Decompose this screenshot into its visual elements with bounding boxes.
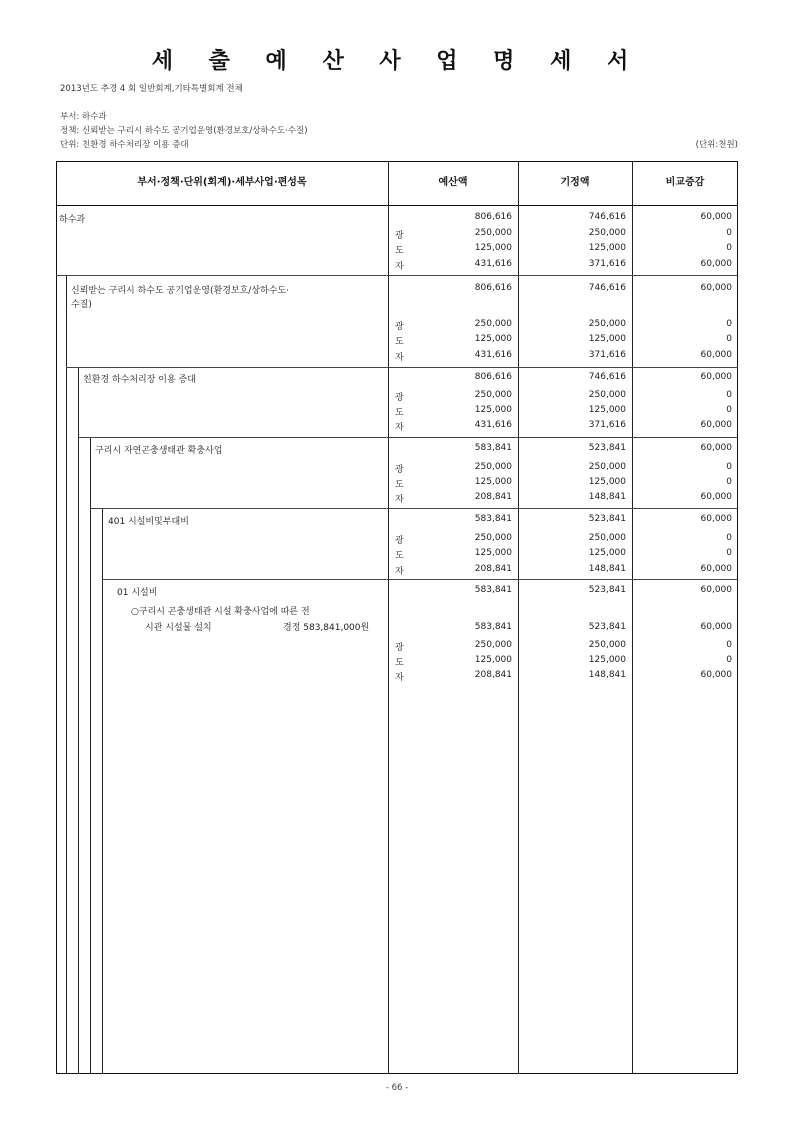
cell-budget: 250,000 bbox=[474, 640, 512, 650]
section-label-unit: 친환경 하수처리장 이용 증대 bbox=[83, 375, 196, 385]
funding-code: 광 bbox=[395, 322, 404, 332]
cell-existing: 746,616 bbox=[588, 212, 626, 222]
cell-existing: 746,616 bbox=[588, 372, 626, 382]
cell-diff: 60,000 bbox=[700, 212, 732, 222]
funding-code: 도 bbox=[395, 337, 404, 347]
cell-existing: 125,000 bbox=[588, 477, 626, 487]
policy-line: 정책: 신뢰받는 구리시 하수도 공기업운영(환경보호/상하수도·수질) bbox=[60, 126, 308, 136]
cell-budget: 583,841 bbox=[474, 514, 512, 524]
cell-budget: 806,616 bbox=[474, 212, 512, 222]
cell-budget: 250,000 bbox=[474, 533, 512, 543]
cell-diff: 0 bbox=[726, 655, 732, 665]
cell-diff: 60,000 bbox=[700, 420, 732, 430]
funding-code: 광 bbox=[395, 231, 404, 241]
cell-diff: 0 bbox=[726, 462, 732, 472]
cell-existing: 125,000 bbox=[588, 334, 626, 344]
funding-code: 도 bbox=[395, 551, 404, 561]
funding-code: 도 bbox=[395, 246, 404, 256]
cell-budget: 250,000 bbox=[474, 462, 512, 472]
cell-existing: 148,841 bbox=[588, 492, 626, 502]
cell-budget: 806,616 bbox=[474, 372, 512, 382]
cell-diff: 60,000 bbox=[700, 372, 732, 382]
document-subtitle: 2013년도 추경 4 회 일반회계,기타특별회계 전체 bbox=[60, 84, 243, 94]
cell-budget: 583,841 bbox=[474, 443, 512, 453]
cell-diff: 0 bbox=[726, 640, 732, 650]
column-divider bbox=[388, 161, 389, 1074]
cell-budget: 125,000 bbox=[474, 655, 512, 665]
funding-code: 광 bbox=[395, 536, 404, 546]
section-label-policy: 신뢰받는 구리시 하수도 공기업운영(환경보호/상하수도· bbox=[71, 286, 289, 296]
funding-code: 도 bbox=[395, 408, 404, 418]
cell-budget: 806,616 bbox=[474, 283, 512, 293]
cell-budget: 125,000 bbox=[474, 477, 512, 487]
funding-code: 광 bbox=[395, 643, 404, 653]
cell-budget: 125,000 bbox=[474, 548, 512, 558]
detail-description: ○구리시 곤충생태관 시설 확충사업에 따른 전 bbox=[131, 607, 310, 617]
column-divider bbox=[518, 161, 519, 1074]
cell-existing: 250,000 bbox=[588, 228, 626, 238]
cell-budget: 208,841 bbox=[474, 670, 512, 680]
cell-diff: 60,000 bbox=[700, 350, 732, 360]
cell-diff: 0 bbox=[726, 405, 732, 415]
detail-description-cont: 시관 시설물 설치 bbox=[145, 623, 212, 633]
section-label-budget-item: 401 시설비및부대비 bbox=[108, 517, 189, 527]
header-budget: 예산액 bbox=[438, 177, 468, 188]
funding-code: 도 bbox=[395, 658, 404, 668]
indent-line bbox=[66, 275, 67, 1074]
funding-code: 자 bbox=[395, 673, 404, 683]
funding-code: 광 bbox=[395, 393, 404, 403]
cell-existing: 523,841 bbox=[588, 622, 626, 632]
funding-code: 도 bbox=[395, 480, 404, 490]
indent-line bbox=[90, 437, 91, 1074]
cell-existing: 250,000 bbox=[588, 462, 626, 472]
section-divider bbox=[90, 508, 738, 509]
section-label-sub-item: 01 시설비 bbox=[117, 588, 158, 598]
table-header bbox=[56, 161, 738, 206]
cell-budget: 208,841 bbox=[474, 564, 512, 574]
cell-budget: 250,000 bbox=[474, 319, 512, 329]
section-label-project: 구리시 자연곤충생태관 확충사업 bbox=[95, 446, 223, 456]
funding-code: 광 bbox=[395, 465, 404, 475]
indent-line bbox=[78, 367, 79, 1074]
cell-existing: 250,000 bbox=[588, 533, 626, 543]
cell-diff: 60,000 bbox=[700, 283, 732, 293]
cell-diff: 60,000 bbox=[700, 622, 732, 632]
unit-label: (단위:천원) bbox=[695, 140, 738, 150]
cell-diff: 0 bbox=[726, 334, 732, 344]
cell-budget: 125,000 bbox=[474, 405, 512, 415]
budget-table bbox=[56, 161, 738, 1074]
header-existing: 기정액 bbox=[560, 177, 590, 188]
cell-budget: 431,616 bbox=[474, 259, 512, 269]
cell-existing: 371,616 bbox=[588, 420, 626, 430]
cell-diff: 0 bbox=[726, 319, 732, 329]
cell-diff: 60,000 bbox=[700, 670, 732, 680]
cell-diff: 60,000 bbox=[700, 492, 732, 502]
cell-existing: 250,000 bbox=[588, 390, 626, 400]
header-diff: 비교증감 bbox=[665, 177, 705, 188]
cell-diff: 0 bbox=[726, 228, 732, 238]
cell-existing: 125,000 bbox=[588, 548, 626, 558]
cell-budget: 431,616 bbox=[474, 420, 512, 430]
cell-diff: 60,000 bbox=[700, 514, 732, 524]
column-divider bbox=[632, 161, 633, 1074]
section-divider bbox=[78, 437, 738, 438]
cell-diff: 60,000 bbox=[700, 564, 732, 574]
detail-amount: 경정 583,841,000원 bbox=[283, 623, 370, 633]
section-divider bbox=[66, 367, 738, 368]
cell-diff: 60,000 bbox=[700, 585, 732, 595]
cell-existing: 746,616 bbox=[588, 283, 626, 293]
cell-existing: 523,841 bbox=[588, 514, 626, 524]
cell-existing: 125,000 bbox=[588, 243, 626, 253]
page-number: - 66 - bbox=[385, 1083, 409, 1093]
cell-budget: 125,000 bbox=[474, 334, 512, 344]
cell-diff: 0 bbox=[726, 390, 732, 400]
cell-budget: 583,841 bbox=[474, 622, 512, 632]
funding-code: 자 bbox=[395, 353, 404, 363]
section-divider bbox=[102, 579, 738, 580]
cell-existing: 371,616 bbox=[588, 350, 626, 360]
cell-existing: 148,841 bbox=[588, 564, 626, 574]
cell-budget: 250,000 bbox=[474, 228, 512, 238]
cell-existing: 371,616 bbox=[588, 259, 626, 269]
funding-code: 자 bbox=[395, 567, 404, 577]
cell-diff: 60,000 bbox=[700, 259, 732, 269]
header-item: 부서·정책·단위(회계)·세부사업·편성목 bbox=[137, 177, 307, 188]
cell-existing: 250,000 bbox=[588, 640, 626, 650]
unit-program-line: 단위: 친환경 하수처리장 이용 증대 bbox=[60, 140, 189, 150]
cell-existing: 523,841 bbox=[588, 443, 626, 453]
cell-diff: 0 bbox=[726, 243, 732, 253]
cell-budget: 583,841 bbox=[474, 585, 512, 595]
cell-budget: 250,000 bbox=[474, 390, 512, 400]
cell-diff: 0 bbox=[726, 548, 732, 558]
cell-existing: 148,841 bbox=[588, 670, 626, 680]
cell-budget: 125,000 bbox=[474, 243, 512, 253]
section-label-policy-cont: 수질) bbox=[71, 300, 92, 310]
cell-existing: 125,000 bbox=[588, 405, 626, 415]
funding-code: 자 bbox=[395, 423, 404, 433]
cell-budget: 208,841 bbox=[474, 492, 512, 502]
cell-diff: 0 bbox=[726, 533, 732, 543]
cell-diff: 60,000 bbox=[700, 443, 732, 453]
funding-code: 자 bbox=[395, 262, 404, 272]
funding-code: 자 bbox=[395, 495, 404, 505]
indent-line bbox=[102, 508, 103, 1074]
department-line: 부서: 하수과 bbox=[60, 112, 107, 122]
cell-existing: 523,841 bbox=[588, 585, 626, 595]
cell-existing: 125,000 bbox=[588, 655, 626, 665]
section-label-department: 하수과 bbox=[59, 215, 86, 225]
document-title: 세 출 예 산 사 업 명 세 서 bbox=[151, 49, 643, 74]
cell-diff: 0 bbox=[726, 477, 732, 487]
cell-existing: 250,000 bbox=[588, 319, 626, 329]
cell-budget: 431,616 bbox=[474, 350, 512, 360]
section-divider bbox=[56, 275, 738, 276]
